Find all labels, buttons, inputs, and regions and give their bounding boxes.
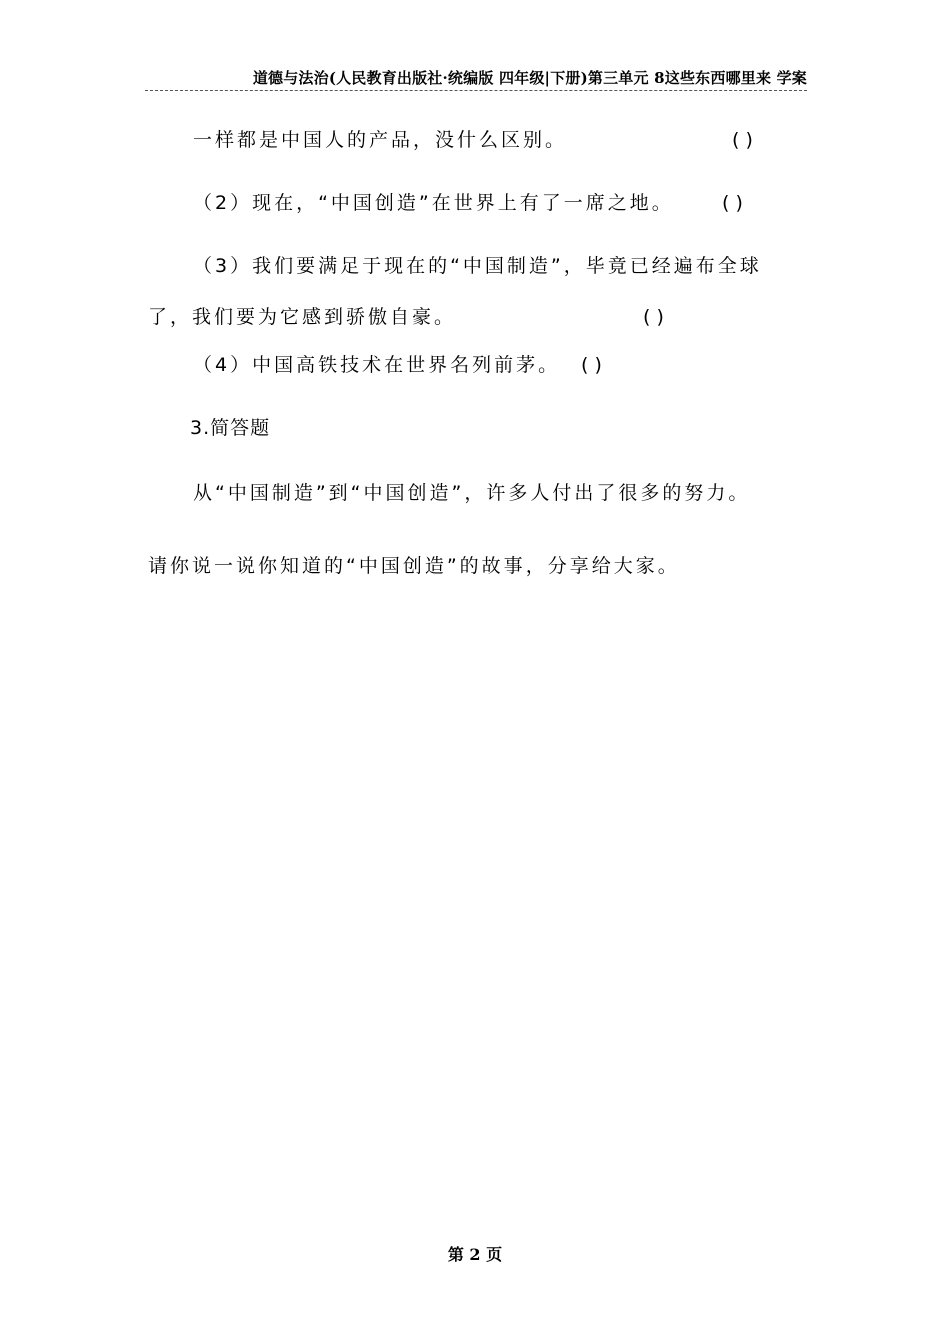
answer-blank-2: ( ) bbox=[722, 192, 743, 214]
document-header: 道德与法治(人民教育出版社·统编版 四年级|下册)第三单元 8这些东西哪里来 学案 bbox=[145, 66, 807, 91]
answer-blank-1: ( ) bbox=[732, 129, 753, 151]
answer-blank-4: ( ) bbox=[581, 354, 602, 376]
statement-3-line-2: 了，我们要为它感到骄傲自豪。 bbox=[148, 306, 457, 328]
statement-3-line-1: （3）我们要满足于现在的“中国制造”，毕竟已经遍布全球 bbox=[193, 255, 762, 277]
question-line-1: 从“中国制造”到“中国创造”，许多人付出了很多的努力。 bbox=[193, 482, 751, 504]
statement-1-continuation: 一样都是中国人的产品，没什么区别。 bbox=[193, 129, 568, 151]
statement-2: （2）现在，“中国创造”在世界上有了一席之地。 bbox=[193, 192, 674, 214]
answer-blank-3: ( ) bbox=[643, 306, 664, 328]
question-line-2: 请你说一说你知道的“中国创造”的故事，分享给大家。 bbox=[148, 555, 680, 577]
section-3-title: 3.简答题 bbox=[190, 417, 271, 439]
statement-4: （4）中国高铁技术在世界名列前茅。 bbox=[193, 354, 561, 376]
page-number: 第 2 页 bbox=[447, 1245, 503, 1264]
